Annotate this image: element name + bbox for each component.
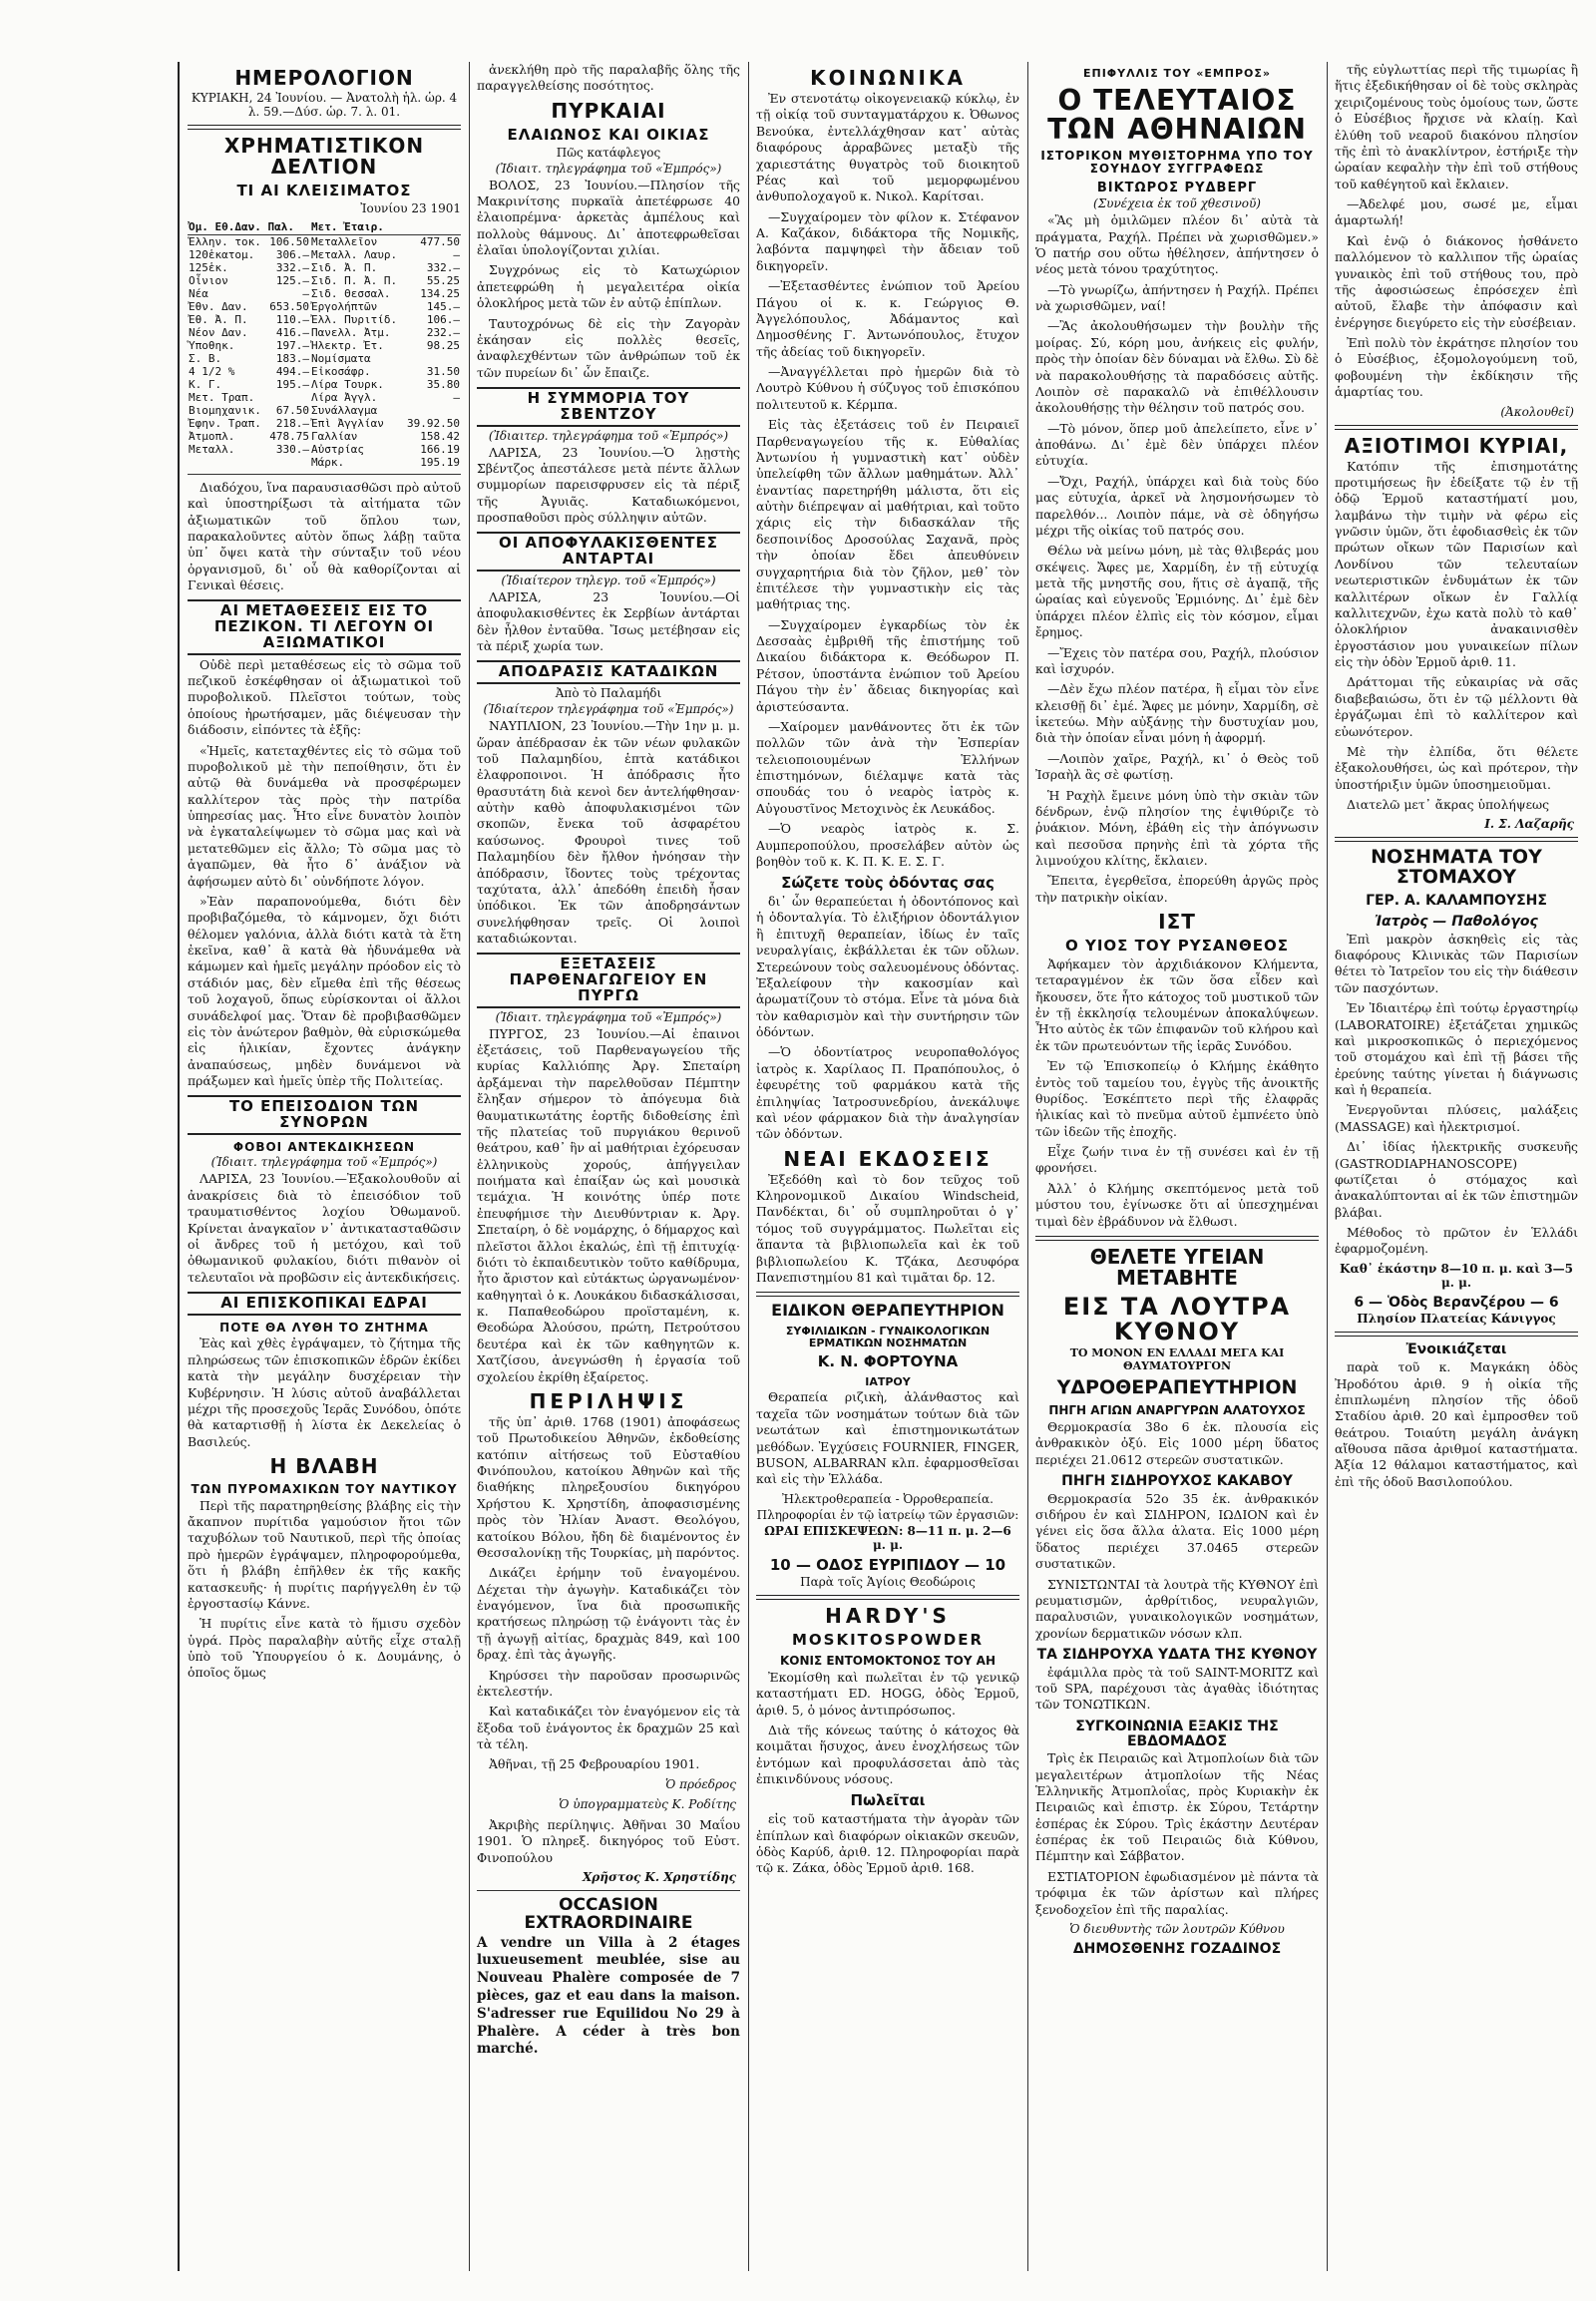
rate-label: Ἐργολήπτῶν	[311, 299, 378, 313]
serial-subtitle: ΙΣΤΟΡΙΚΟΝ ΜΥΘΙΣΤΟΡΗΜΑ ΥΠΟ ΤΟΥ ΣΟΥΗΔΟΥ ΣΥΓΓΡΑΦΕΩΣ	[1040, 149, 1314, 176]
rates-table	[188, 219, 461, 469]
article-text: ΛΑΡΙΣΑ, 23 Ἰουνίου.—Οἱ ἀποφυλακισθέντες ἐκ Σερβίων ἀντάρται δὲν ἦλθον ἐνταῦθα. Ἴσως μετέβησαν εἰς τὰ πέριξ χωρία των.	[477, 588, 740, 653]
article-text: Συγχρόνως εἰς τὸ Κατωχώριον ἀπετεφρώθη ἡ μεγαλειτέρα οἰκία ὁλοκλήρος μετὰ τῶν ἐν αὐτῷ ἐπίπλων.	[477, 262, 740, 311]
rate-value: 55.25	[426, 273, 460, 287]
notice-text: Ἀθῆναι, τῇ 25 Φεβρουαρίου 1901.	[489, 1756, 700, 1772]
article-text: Ταυτοχρόνως δὲ εἰς τὴν Ζαγορὰν ἐκάησαν εἰς πολλὲς θεσεῖς, ἀναφλεχθέντων τῶν ἀνθρώπων τοῦ ἐκ τῶν πυρείων δι᾽ ὧν ἔπαιζε.	[477, 315, 740, 380]
ad-text: Ἐν Ἰδιαιτέρῳ ἐπὶ τούτῳ ἐργαστηρίῳ (LABORATOIRE) ἐξετάζεται χημικῶς καὶ μικροσκοπικῶς ὁ περιεχόμενος τοῦ στομάχου καὶ ἐπὶ τῇ βάσει τῆς ἐρεύνης ταύτης γίνεται ἡ διάγνωσις καὶ ἡ θεραπεία.	[1335, 1000, 1578, 1097]
rate-value: 195.19	[420, 455, 460, 469]
dateline-note: (Ἰδιαιτ. τηλεγράφημα τοῦ «Ἐμπρός»)	[210, 1155, 438, 1170]
rate-label: Πανελλ. Ἀτμ.	[311, 325, 391, 339]
dateline-note: (Ἰδιαίτερον τηλεγράφημα τοῦ «Ἐμπρός»)	[483, 702, 734, 717]
ad-text: Πλησίον Πλατείας Κάνιγγος	[1357, 1312, 1556, 1327]
rates-row	[188, 456, 461, 469]
divider	[477, 1890, 740, 1891]
article-text: ΒΟΛΟΣ, 23 Ἰουνίου.—Πλησίον τῆς Μακρινίτσης πυρκαϊὰ ἀπετέφρωσε 40 ἐλαιοπρέμνα· ἀρκετὰς ἀμπέλους καὶ πολλοὺς θάμνους. Δι᾽ ἀποτεφρωθεῖσαι ἐλαῖαι ὑπολογίζονται χιλίαι.	[477, 177, 740, 257]
rate-value: 653.50	[269, 299, 310, 313]
serial-text: —Λοιπὸν χαῖρε, Ραχήλ, κι᾽ ὁ Θεὸς τοῦ Ἰσραὴλ ἂς σὲ φωτίσῃ.	[1035, 750, 1319, 783]
ad-signature: Ὁ διευθυντὴς τῶν λουτρῶν Κύθνου	[1069, 1921, 1285, 1936]
serial-text: —Ἔχεις τὸν πατέρα σου, Ραχήλ, πλούσιον καὶ ἰσχυρόν.	[1035, 644, 1319, 676]
ad-text: Δράττομαι τῆς εὐκαιρίας νὰ σᾶς διαβεβαιώσω, ὅτι ἐν τῷ μέλλοντι θὰ ἐργάζωμαι ἐπὶ τὸ καλλίτερον καὶ εὐωνότερον.	[1335, 674, 1578, 739]
ad-text: Μὲ τὴν ἐλπίδα, ὅτι θέλετε ἐξακολουθήσει, ὡς καὶ πρότερον, τὴν ὑποστήριξιν ὑμῶν ὑποσημειοῦμαι.	[1335, 743, 1578, 792]
rate-value: 166.19	[420, 442, 460, 456]
article-kicker: Πῶς κατάφλεγος	[556, 145, 661, 160]
article-text: »Ἐὰν παραπονούμεθα, διότι δὲν προβιβαζόμεθα, τὸ κάμνομεν, ὄχι διότι θέλομεν γαλόνια, ἀλλὰ διότι κατὰ τὰ ἔτη ἐκεῖνα, καθ᾽ ἃ κατὰ θὰ ἠδυνάμεθα νὰ κάμωμεν καὶ ἡμεῖς μεγάλην πρόοδον εἰς τὸ στάδιόν μας, δὲν εἴμεθα ἐπὶ τῆς θέσεως τοῦ λοχαγοῦ, ὅπως εὑρίσκονται οἱ ἄλλοι συνάδελφοί μας. Ὅταν δὲ προβιβασθῶμεν εἰς τὸν ἀνώτερον βαθμὸν, θὰ εὑρισκώμεθα εἰς ἡλικίαν, ἔχοντες ἀνάγκην ἀναπαύσεως, μηδὲν δυνάμενοι νὰ πράξωμεν καὶ ἡμεῖς ὑπὲρ τῆς Πολιτείας.	[188, 893, 461, 1088]
rates-row	[188, 261, 461, 274]
ad-address: 10 — ΟΔΟΣ ΕΥΡΙΠΙΔΟΥ — 10	[769, 1555, 1006, 1574]
rate-value: 35.80	[426, 377, 460, 391]
rate-label: Νομίσματα	[311, 351, 371, 365]
rate-value: 39.92.50	[407, 416, 460, 430]
serial-text: Θέλω νὰ μείνω μόνη, μὲ τὰς θλιβεράς μου σκέψεις. Ἄφες με, Χαρμίδη, ἐν τῇ εὐτυχίᾳ μετὰ τῆς μνηστῆς σου, ἥτις σὲ ἀγαπᾷ, τῆς ὡραίας καὶ εὐγενοῦς Ἑρμιόνης. Δι᾽ ἐμὲ δὲν ὑπάρχει πλέον ἐλπὶς εἰς τὸν κόσμον, εἶμαι ἔρημος.	[1035, 543, 1319, 640]
serial-text: Εἶχε ζωήν τινα ἐν τῇ συνέσει καὶ ἐν τῇ φρονήσει.	[1035, 1144, 1319, 1176]
serial-text: τῆς εὐγλωττίας περὶ τῆς τιμωρίας ἢ ἥτις ἐξεδικήθησαν οἱ δὲ τοὺς σκληρὰς χειριζομένους τοὺς ὁμοίους των, ὥστε ὁ Εὐσέβιος ἤρχισε νὰ κλαίῃ. Καὶ ἐλύθη τοῦ νεαροῦ διακόνου πλησίον τῆς ἐπὶ τὸ ἀνακλίντρον, ἐστήριξε τὴν ὡραίαν κεφαλὴν τὴν ἐπὶ τοῦ στήθους τοῦ καθέγητοῦ καὶ ἔκλαιεν.	[1335, 62, 1578, 192]
rate-value: 494.—	[275, 364, 310, 378]
rates-row	[188, 274, 461, 287]
serial-text: Καὶ ἐνῷ ὁ διάκονος ἠσθάνετο παλλόμενον τὸ καλλιπον τῆς ὡραίας γυναικὸς ἐπὶ τοῦ στήθους του, πρὸ τῆς ἀφοσιώσεως ἐπρόσεχεν ἐπὶ αὐτοῦ, ἔλαβε τὴν ἀπόφασιν καὶ ἐνέργησε διεγύρετο εἰς τὴν εὐσέβειαν.	[1335, 232, 1578, 330]
rate-value: 478.75	[269, 429, 310, 443]
rates-row	[188, 234, 461, 248]
article-text: ἀνεκλήθη πρὸ τῆς παραλαβῆς ὅλης τῆς παραγγελθείσης ποσότητος.	[477, 62, 740, 94]
ad-text: δι᾽ ὧν θεραπεύεται ἡ ὀδοντόπονος καὶ ἡ ὀδονταλγία. Τὸ ἐλιξήριον ὀδοντάλγιον ἢ ἐπιτυχῆ θεραπείαν, ἰδίως ἐν ταῖς νευραλγίαις, ἐκβάλλεται ἐκ τῶν οὔλων. Στερεώνουν τοὺς σαλευομένους ὀδόντας. Ἐξαλείφουν τὴν κακοσμίαν καὶ ἀρωματίζουν τὸ στόμα. Εἶνε τὰ μόνα διὰ τὸν καθαρισμὸν καὶ τὴν συντήρησιν τῶν ὀδόντων.	[756, 894, 1019, 1039]
ad-headline: OCCASION EXTRAORDINAIRE	[524, 1894, 693, 1933]
notice-text: Ἀκριβὴς περίληψις. Ἀθῆναι 30 Μαΐου 1901. Ὁ πληρεξ. δικηγόρος τοῦ Εὐστ. Φινοπούλου	[477, 1816, 740, 1865]
serial-text: —Δὲν ἔχω πλέον πατέρα, ἢ εἶμαι τὸν εἶνε κλεισθῇ δι᾽ ἐμέ. Ἄφες με μόνην, Χαρμίδη, σὲ ἱκετεύω. Μὴν αὐξάνῃς τὴν δυστυχίαν μου, διὰ τὴν ὁποίαν εἶναι μόνη ἡ ἀφορμή.	[1035, 681, 1319, 746]
serial-text: Ἔπειτα, ἐγερθεῖσα, ἐπορεύθη ἀργῶς πρὸς τὴν πατρικὴν οἰκίαν.	[1035, 873, 1319, 905]
ad-subheadline: ΠΗΓΗ ΣΙΔΗΡΟΥΧΟΣ ΚΑΚΑΒΟΥ	[1061, 1472, 1293, 1489]
article-subheadline: ΦΟΒΟΙ ΑΝΤΕΚΔΙΚΗΣΕΩΝ	[232, 1139, 416, 1154]
rate-label: Ὑποθηκ.	[189, 338, 235, 352]
ad-title-line: Ἰατρὸς — Παθολόγος	[1375, 913, 1538, 930]
rates-row	[188, 391, 461, 404]
rate-label: Γαλλίαν	[311, 429, 358, 443]
ad-text: ἐφάμιλλα πρὸς τὰ τοῦ SAINT-MORITZ καὶ τοῦ SPA, παρέχουσι τὰς ἀγαθὰς ἰδιότητας τῶν ΤΟΝΩΤΙΚΩΝ.	[1035, 1664, 1319, 1713]
rates-row	[188, 443, 461, 456]
notice-text: Καὶ καταδικάζει τὸν ἐναγόμενον εἰς τὰ ἔξοδα τοῦ ἐνάγοντος ἐκ δραχμῶν 25 καὶ τὰ τέλη.	[477, 1704, 740, 1751]
article-headline: Η ΒΛΑΒΗ	[269, 1454, 379, 1479]
rate-value: 332.—	[275, 260, 310, 274]
article-text: —Ὁ ὀδοντίατρος νευροπαθολόγος ἰατρὸς κ. Χαρίλαος Π. Πραπόπουλος, ὁ ἐφευρέτης τοῦ φαρμάκου κατὰ τῆς ἐπιληψίας Ἰατροσυνεδρίου, ἀνεκάλυψε καὶ νέον φάρμακον διὰ τὴν ἀναλγησίαν τῶν ὀδόντων.	[756, 1044, 1019, 1142]
serial-text: Ἀφήκαμεν τὸν ἀρχιδιάκονον Κλήμεντα, τεταραγμένον ἐκ τῶν ὅσα εἶδεν καὶ ἤκουσεν, ὅτε ἦτο κάτοχος τοῦ μυστικοῦ τῶν ἐν τῇ ἐκκλησίᾳ τελουμένων ἀποκαλύψεων. Ἦτο αὐτὸς ἐκ τῶν ἐπιφανῶν τοῦ κλήρου καὶ ἐκ τῶν πρωτευόντων τῆς ἱερᾶς Συνόδου.	[1035, 956, 1319, 1053]
ad-text: Θερμοκρασία 38ο 6 ἑκ. πλουσία εἰς ἀνθρακικὸν ὀξύ. Εἰς 1000 μέρη ὕδατος περιέχει 21.0612 στερεῶν συστατικῶν.	[1035, 1418, 1319, 1467]
article-text: Οὐδὲ περὶ μεταθέσεως εἰς τὸ σῶμα τοῦ πεζικοῦ ἐσκέφθησαν οἱ ἀξιωματικοὶ τοῦ πυροβολικοῦ. Πλεῖστοι τούτων, τοὺς ὁποίους ἠρωτήσαμεν, μᾶς διέψευσαν τὴν διάδοσιν, εἰπόντες τὰ ἑξῆς:	[188, 656, 461, 738]
divider	[1335, 425, 1578, 430]
column-1	[180, 62, 469, 2286]
article-headline: ΑΙ ΜΕΤΑΘΕΣΕΙΣ ΕΙΣ ΤΟ ΠΕΖΙΚΟΝ. ΤΙ ΛΕΓΟΥΝ ΟΙ ΑΞΙΩΜΑΤΙΚΟΙ	[188, 599, 461, 654]
rates-header-right: Μετ. Ἐταιρ.	[310, 219, 461, 235]
ad-text: Ἐνεργοῦνται πλύσεις, μαλάξεις (MASSAGE) καὶ ἠλεκτρισμοί.	[1335, 1102, 1578, 1134]
rate-label: Συνάλλαγμα	[311, 403, 378, 417]
column-3	[748, 62, 1027, 2286]
article-text: ΛΑΡΙΣΑ, 23 Ἰουνίου.—Ἐξακολουθοῦν αἱ ἀνακρίσεις διὰ τὸ ἐπεισόδιον τοῦ τραυματισθέντος λοχίου Ὀθωμανοῦ. Κρίνεται ἀναγκαῖον ν᾽ ἀντικατασταθῶσιν οἱ ἄνδρες τοῦ ἡ μετόχου, καὶ τοῦ ὀθωμανικοῦ φυλακίου, διότι πιθανὸν οἱ τελευταῖοι νὰ προβῶσιν εἰς ἀντεκδικήσεις.	[188, 1171, 461, 1285]
dateline-note: (Ἰδιαιτ. τηλεγράφημα τοῦ «Ἐμπρός»)	[495, 161, 722, 176]
article-text: Ἐν στενοτάτῳ οἰκογενειακῷ κύκλῳ, ἐν τῇ οἰκίᾳ τοῦ συνταγματάρχου κ. Ὀθωνος Βενούκα, ἐντελλάχθησαν κατ᾽ αὐτὰς διαφόρους ἀρραβῶνες μεταξὺ τῆς χαριεστάτης θυγατρὸς τοῦ διοικητοῦ Ρέας καὶ τοῦ μεμορφωμένου ἀνθυπολοχαγοῦ κ. Νικολ. Καρίτσαι.	[756, 91, 1019, 204]
serial-text: —Τὸ μόνον, ὅπερ μοῦ ἀπελείπετο, εἶνε ν᾽ ἀποθάνω. Δι᾽ ἐμὲ δὲν ὑπάρχει πλέον εὐτυχία.	[1035, 420, 1319, 469]
article-headline: Η ΣΥΜΜΟΡΙΑ ΤΟΥ ΣΒΕΝΤΖΟΥ	[477, 387, 740, 427]
rate-value: —	[453, 390, 460, 404]
ad-text: Ἐπὶ μακρὸν ἀσκηθεὶς εἰς τὰς διαφόρους Κλινικὰς τῶν Παρισίων θέτει τὸ Ἰατρεῖον του εἰς τὴν διάθεσιν τῶν πασχόντων.	[1335, 931, 1578, 995]
article-text: —Ἀναγγέλλεται πρὸ ἡμερῶν διὰ τὸ Λουτρὸ Κύθνου ἡ σύζυγος τοῦ ἐπισκόπου πολιτευτοῦ κ. Κέρμπα.	[756, 364, 1019, 412]
rate-label: Ἐθν. Δαν.	[189, 299, 248, 313]
article-headline: ΠΥΡΚΑΙΑΙ	[551, 98, 666, 123]
finance-title: ΧΡΗΜΑΤΙΣΤΙΚΟΝ ΔΕΛΤΙΟΝ	[223, 134, 425, 179]
ad-text: Θερμοκρασία 52ο 35 ἑκ. ἀνθρακικόν σιδήρου ἐν καὶ ΣΙΔΗΡΟΝ, ΙΩΔΙΟΝ καὶ ἐν γένει εἰς ὅσα ἄλλα ἀλατα. Εἰς 1000 μέρη ὕδατος περιέχει 37.0465 στερεῶν συστατικῶν.	[1035, 1490, 1319, 1572]
rate-value: 125.—	[275, 273, 310, 287]
rate-label: Εἰκοσάφρ.	[311, 364, 371, 378]
serial-author: ΒΙΚΤΩΡΟΣ ΡΥΔΒΕΡΓ	[1096, 180, 1258, 195]
rate-label: Νέον Δαν.	[189, 325, 248, 339]
dateline-note: (Ἰδιαιτ. τηλεγράφημα τοῦ «Ἐμπρός»)	[495, 1009, 722, 1024]
article-text: ΝΑΥΠΛΙΟΝ, 23 Ἰουνίου.—Τὴν 1ην μ. μ. ὥραν ἀπέδρασαν ἐκ τῶν νέων φυλακῶν τοῦ Παλαμηδίου, ἑπτὰ κατάδικοι ἐλαφροποινοι. Ἡ ἀπόδρασις ἦτο θρασυτάτη διὰ κενοὶ δεν ἀντελήφθησαν· αὐτὴν καθὸ ἀποφυλακισμένοι τῶν σκοπῶν, ἔνεκα τοῦ ἀσφαρέτου καύσωνος. Φρουροὶ τινες τοῦ Παλαμηδίου δὲν ἤλθον ἠνόησαν τὴν ἀπόδρασιν, ἴδοντες τοὺς τρέχοντας ταχύτατα, ἀλλ᾽ ἀπεδόθη ἐπειδὴ ἦσαν ὑπόδικοι. Ἐκ τῶν ἀποδρησάντων συνελήφθησαν τρεῖς. Οἱ λοιποὶ καταδιώκονται.	[477, 718, 740, 946]
article-headline: ΕΞΕΤΑΣΕΙΣ ΠΑΡΘΕΝΑΓΩΓΕΙΟΥ ΕΝ ΠΥΡΓΩ	[477, 953, 740, 1007]
article-text: ΛΑΡΙΣΑ, 23 Ἰουνίου.—Ὁ λῃστὴς Σβέντζος ἀπεστάλεσε μετὰ πέντε ἄλλων συμμορίων παρεισφρυσεν εἰς τὰ πέριξ τῆς Ἀγυιᾶς. Καταδιωκόμενοι, προσπαθοῦσι πρὸς σύλληψιν αὐτῶν.	[477, 444, 740, 525]
ad-text: Διὰ τῆς κόνεως ταύτης ὁ κάτοχος θὰ κοιμᾶται ἥσυχος, ἀνευ ἐνοχλήσεως τῶν ἐντόμων καὶ προφυλάσσεται ἀπὸ τὰς ἐπικινδύνους νόσους.	[756, 1722, 1019, 1787]
rate-label: Σ. Β.	[189, 351, 222, 365]
ad-text: Κατόπιν τῆς ἐπισημοτάτης προτιμήσεως ἣν ἐδείξατε τῷ ἐν τῇ ὁδῷ Ἑρμοῦ καταστήματί μου, λαμβάνω τὴν τιμὴν νὰ φέρω εἰς γνῶσιν ὑμῶν, ὅτι ἐφοδιασθεὶς ἐκ τῶν πρώτων οἴκων τῶν Παρισίων καὶ Λονδίνου τῶν τελευταίων νεωτεριστικῶν ἐνδυμάτων ἐκ τῶν καλλιτέρων οἴκων ἐν Γαλλίᾳ καλλιτεχνῶν, ἐχω κατὰ πολὺ τὸ καθ᾽ ὁλοκλήριον ἀνακαινισθὲν ἐργοστάσιον μου γυναικείων πίλων εἰς τὴν ὁδὸν Ἑρμοῦ ἀριθ. 11.	[1335, 458, 1578, 669]
ad-headline: HARDY'S	[825, 1604, 951, 1629]
ad-text: Διατελῶ μετ᾽ ἄκρας ὑπολήψεως	[1347, 797, 1550, 812]
rates-row	[188, 248, 461, 261]
rate-value: 134.25	[420, 286, 460, 300]
rate-label: Νέα	[189, 286, 208, 300]
rate-value: 218.—	[275, 416, 310, 430]
ad-signature: Ι. Σ. Λαζαρῆς	[1484, 817, 1574, 832]
rate-label: 120ἑκατομ.	[189, 247, 255, 261]
rate-label: Μεταλλ.	[189, 442, 235, 456]
ad-subheadline: ΣΥΦΙΛΙΔΙΚΩΝ - ΓΥΝΑΙΚΟΛΟΓΙΚΩΝ ΕΡΜΑΤΙΚΩΝ ΝΟΣΗΜΑΤΩΝ	[785, 1325, 991, 1349]
rates-row	[188, 326, 461, 339]
rate-label	[188, 456, 266, 469]
ad-text: Μέθοδος τὸ πρῶτον ἐν Ἑλλάδι ἐφαρμοζομένη.	[1335, 1225, 1578, 1257]
serial-continued: (Ἀκολουθεῖ)	[1500, 404, 1574, 419]
article-headline: ΤΟ ΕΠΕΙΣΟΔΙΟΝ ΤΩΝ ΣΥΝΟΡΩΝ	[188, 1095, 461, 1135]
article-subheadline: ΤΩΝ ΠΥΡΟΜΑΧΙΚΩΝ ΤΟΥ ΝΑΥΤΙΚΟΥ	[191, 1482, 458, 1497]
article-text: —Χαίρομεν μανθάνοντες ὅτι ἐκ τῶν πολλῶν τῶν ἀνὰ τὴν Ἑσπερίαν τελειοποιουμένων Ἑλλήνων ἐπιστημόνων, διέλαμψε κατὰ τὰς σπουδάς του ὁ νεαρὸς ἰατρὸς κ. Αὐγουστῖνος Μετοχινὸς ἐκ Λευκάδος.	[756, 718, 1019, 816]
ad-name: ΓΕΡ. Α. ΚΑΛΑΜΠΟΥΣΗΣ	[1366, 893, 1547, 910]
article-text: Ἐὰς καὶ χθὲς ἐγράψαμεν, τὸ ζήτημα τῆς πληρώσεως τῶν ἐπισκοπικῶν ἑδρῶν ἐκίδει κατὰ τὴν μεγάλην δυσχέρειαν τὴν Κυβέρνησιν. Ἡ λύσις αὐτοῦ ἀναβάλλεται μέχρι τῆς προσεχοῦς Ἱερᾶς Συνόδου, ὁπότε θὰ καταρτισθῇ ἡ λίστα ἐκ Δεκελείας ὁ Βασιλεύς.	[188, 1336, 461, 1449]
divider	[756, 1292, 1019, 1297]
chapter-number: ΙΣΤ	[1158, 910, 1196, 935]
column-5	[1327, 62, 1586, 2286]
serial-continuation: (Συνέχεια ἐκ τοῦ χθεσινοῦ)	[1093, 196, 1261, 211]
rate-label: Μετ. Τραπ.	[189, 390, 255, 404]
notice-text: τῆς ὑπ᾽ ἀριθ. 1768 (1901) ἀποφάσεως τοῦ Πρωτοδικείου Ἀθηνῶν, ἐκδοθείσης κατόπιν αἰτήσεως τοῦ Εὐσταθίου Φινόπουλου, κατοίκου Ἀθηνῶν καὶ τῆς διαθήκης πληρεξουσίου δικηγόρου Χρήστου Κ. Χρηστίδη, ἀποφασισμένης πρὸς τὸν Ἠλίαν Ἀναστ. Θεολόγου, κατοίκου Βόλου, ἤδη δὲ διαμένοντος ἐν Θεσσαλονίκῃ τῆς Τουρκίας, μὴ παρόντος.	[477, 1413, 740, 1560]
rate-value: 477.50	[420, 234, 460, 248]
rate-label: 4 1/2 %	[189, 364, 235, 378]
serial-text: Ἐπὶ πολὺ τὸν ἐκράτησε πλησίον του ὁ Εὐσέβιος, ἐξομολογούμενη τοῦ, φοβουμένη τὴν ἐκδίκησιν τῆς ἁμαρτίας του.	[1335, 335, 1578, 400]
ad-headline: Σώζετε τοὺς ὀδόντας σας	[781, 874, 995, 893]
divider	[1335, 837, 1578, 842]
ad-text: Πληροφορίαι ἐν τῷ ἰατρείῳ τῶν ἐργασιῶν:	[756, 1507, 1019, 1522]
article-text: —Ὁ νεαρὸς ἰατρὸς κ. Σ. Αυμπεροπούλου, προσελάβεν αὐτὸν ὡς βοηθὸν τοῦ κ. Κ. Π. Κ. Ε. Σ. Γ.	[756, 821, 1019, 869]
finance-date: Ἰουνίου 23 1901	[360, 200, 461, 215]
ad-text: Τρὶς ἐκ Πειραιῶς καὶ Ἀτμοπλοίων διὰ τῶν μεγαλειτέρων ἀτμοπλοίων τῆς Νέας Ἑλληνικῆς Ἀτμοπλοΐας, πρὸς Κυριακὴν ἐκ Πειραιῶς καὶ ἐπιστρ. ἐκ Σύρου, Τετάρτην ἑσπέρας ἐκ Σύρου. Τρὶς ἑκάστην Δευτέραν ἑσπέρας ἐκ τοῦ Πειραιῶς διὰ Κύθνου, Πέμπτην καὶ Σάββατον.	[1035, 1750, 1319, 1864]
rate-value: 98.25	[426, 338, 460, 352]
rates-row	[188, 365, 461, 378]
section-headline: ΚΟΙΝΩΝΙΚΑ	[810, 66, 966, 90]
rate-label: Σιδ. Θεσσαλ.	[311, 286, 391, 300]
ad-headline: ΥΔΡΟΘΕΡΑΠΕΥΤΗΡΙΟΝ	[1056, 1376, 1298, 1399]
rate-value: 145.—	[426, 299, 460, 313]
rate-value: 197.—	[275, 338, 310, 352]
rate-value: 106.—	[426, 312, 460, 326]
rate-value: 158.42	[420, 429, 460, 443]
ad-text: ΣΥΝΙΣΤΩΝΤΑΙ τὰ λουτρὰ τῆς ΚΥΘΝΟΥ ἐπὶ ρευματισμῶν, ἀρθρίτιδος, νευραλγιῶν, παραλυσιῶν, γυναικολογικῶν νοσημάτων, χρονίων δερματικῶν νόσων κλπ.	[1035, 1576, 1319, 1641]
ad-text: Ἐκομίσθη καὶ πωλεῖται ἐν τῷ γενικῷ καταστήματι ED. HOGG, ὁδὸς Ἑρμοῦ, ἀριθ. 5, ὁ μόνος ἀντιπρόσωπος.	[756, 1669, 1019, 1718]
ad-signature-name: ΔΗΜΟΣΘΕΝΗΣ ΓΟΖΑΔΙΝΟΣ	[1072, 1940, 1282, 1957]
divider	[1035, 1236, 1319, 1241]
notice-text: Κηρύσσει τὴν παροῦσαν προσωρινῶς ἐκτελεστήν.	[477, 1667, 740, 1699]
serial-text: Ἡ Ραχὴλ ἔμεινε μόνη ὑπὸ τὴν σκιὰν τῶν δένδρων, ἐνῷ πλησίον της ἐψιθύριζε τὸ ῥυάκιον. Μόνη, ἐβάθη εἰς τὴν ἀπόγνωσιν καὶ πεσοῦσα πρηνὴς ἐπὶ τὰ χόρτα τῆς λιμνούχου κλίτης, ἔκλαιεν.	[1035, 787, 1319, 869]
serial-text: —Ἀδελφέ μου, σωσέ με, εἶμαι ἁμαρτωλή!	[1335, 196, 1578, 228]
rate-label: Μεταλλεῖον	[311, 234, 378, 248]
rate-value: 110.—	[275, 312, 310, 326]
serial-title: Ο ΤΕΛΕΥΤΑΙΟΣ ΤΩΝ ΑΘΗΝΑΙΩΝ	[1047, 83, 1307, 146]
ad-text: Θεραπεία ριζικὴ, ἀλάνθαστος καὶ ταχεῖα τῶν νοσημάτων τούτων διὰ τῶν νεωτάτων καὶ ἐπιστημονικωτάτων μεθόδων. Ἐγχύσεις FOURNIER, FINGER, BUSON, ALBARRAN κλπ. ἐφαρμοσθεῖσαι καὶ εἰς τὴν Ἑλλάδα.	[756, 1389, 1019, 1487]
article-text: «Ἡμεῖς, κατεταχθέντες εἰς τὸ σῶμα τοῦ πυροβολικοῦ μὲ τὴν πεποίθησιν, ὅτι ἐν αὐτῷ θὰ δυνάμεθα νὰ προσφέρωμεν καλλίτερον τὰς πρὸς τὴν πατρίδα ὑπηρεσίας μας. Ἦτο εἶνε δυνατὸν λοιπὸν νὰ ἐγκαταλείψωμεν τὸ σῶμα μας καὶ νὰ μετατεθῶμεν εἰς ἄλλο; Τὸ σῶμα μας τὸ ἀγαπῶμεν, θὰ ἦτο δ᾽ ἀνάξιον νὰ ἀφήσωμεν αὐτὸ δι᾽ οὐνδήποτε λόγον.	[188, 742, 461, 889]
article-text: Περὶ τῆς παρατηρηθείσης βλάβης εἰς τὴν ἄκαπνον πυρίτιδα γαμούσιον ἤτοι τῶν ταχυβόλων τοῦ Ναυτικοῦ, περὶ τῆς ὁποίας πρὸ ἡμερῶν ἐγράψαμεν, πληροφορούμεθα, ὅτι ἡ βλάβη ἐπῆλθεν ἐκ τῆς κακῆς κατασκευῆς· ἡ πυρίτις παρήγγελθη ἐν τῷ ἐργοστασίῳ Κάννε.	[188, 1497, 461, 1611]
rate-value: 195.—	[275, 377, 310, 391]
ad-text: παρὰ τοῦ κ. Μαγκάκη ὁδὸς Ἠροδότου ἀριθ. 9 ἡ οἰκία τῆς ἐπιπλωμένη πλησίον τῆς ὁδοῦ Σταδίου ἀριθ. 20 καὶ ἐμπροσθεν τοῦ θεάτρου. Τοιαύτη μεγάλη ἀνάγκη αἴθουσα πᾶσα ἀριθμοί καταστήματα. Ἀξία 12 θάλαμοι καταστήματος, καὶ ἐπὶ τῆς ὁδοῦ Βασιλοπούλου.	[1335, 1359, 1578, 1489]
rates-row	[188, 313, 461, 326]
article-subheadline: ΠΟΤΕ ΘΑ ΛΥΘΗ ΤΟ ΖΗΤΗΜΑ	[219, 1320, 429, 1335]
ad-headline: Πωλεῖται	[850, 1791, 926, 1810]
ad-headline: ΕΙΣ ΤΑ ΛΟΥΤΡΑ ΚΥΘΝΟΥ	[1062, 1292, 1292, 1346]
rates-row	[188, 404, 461, 417]
article-kicker: Ἀπὸ τὸ Παλαμήδι	[555, 686, 662, 701]
article-headline: ΟΙ ΑΠΟΦΥΛΑΚΙΣΘΕΝΤΕΣ ΑΝΤΑΡΤΑΙ	[477, 532, 740, 572]
ad-subheadline: ΠΗΓΗ ΑΓΙΩΝ ΑΝΑΡΓΥΡΩΝ ΑΛΑΤΟΥΧΟΣ	[1048, 1403, 1306, 1418]
divider	[188, 474, 461, 475]
ad-text: εἰς τοῦ καταστήματα τὴν ἀγορὰν τῶν ἐπίπλων καὶ διαφόρων οἰκιακῶν σκευῶν, ὁδὸς Καρύδ, ἀριθ. 12. Πληροφορίαι παρὰ τῷ κ. Ζάκα, ὁδὸς Ἑρμοῦ ἀριθ. 168.	[756, 1811, 1019, 1876]
rates-row	[188, 339, 461, 352]
rate-label: Ἀτμοπλ.	[189, 429, 235, 443]
rates-row	[188, 417, 461, 430]
ad-headline: Ἐνοικιάζεται	[1405, 1342, 1507, 1358]
rate-label: Σιδ. Ἀ. Π.	[311, 260, 378, 274]
ad-headline: ΕΙΔΙΚΟΝ ΘΕΡΑΠΕΥΤΗΡΙΟΝ	[771, 1301, 1004, 1321]
dateline-note: (Ἰδιαίτερον τηλεγρ. τοῦ «Ἐμπρός»)	[501, 573, 716, 587]
article-text: Ἐξεδόθη καὶ τὸ δον τεῦχος τοῦ Κληρονομικοῦ Δικαίου Windscheid, Πανδέκται, δι᾽ οὗ συμπληροῦται ὁ γ᾽ τόμος τοῦ συγγράμματος. Πωλεῖται εἰς ἅπαντα τὰ βιβλιοπωλεῖα καὶ ἐκ τοῦ βιβλιοπωλείου Κ. Τζάκα, Δεσυφόρα Πανεπιστημίου 81 καὶ τιμᾶται δρ. 12.	[756, 1171, 1019, 1285]
rate-value: 106.50	[269, 234, 310, 248]
article-text: Διαδόχου, ἵνα παραυσιασθῶσι πρὸ αὐτοῦ καὶ ὑποστηρίξωσι τὰ αἰτήματα τῶν ἀξιωματικῶν τοῦ ὅπλου των, παρακαλοῦντες αὐτὸν ὅπως λάβῃ ταῦτα ὑπ᾽ ὄψει κατὰ τὴν σύνταξιν τοῦ νέου ὀργανισμοῦ, δι᾽ οὗ θὰ καθορίζονται αἱ Γενικαὶ θέσεις.	[188, 479, 461, 592]
ad-title-line: ΙΑΤΡΟΥ	[865, 1374, 911, 1388]
ad-text: Δι᾽ ἰδίας ἠλεκτρικῆς συσκευῆς (GASTRODIAPHANOSCOPE) φωτίζεται ὁ στόμαχος καὶ ἀνακαλύπτονται αἱ ἐκ τῶν ἐπιστημῶν βλάβαι.	[1335, 1139, 1578, 1220]
rate-value: 31.50	[426, 364, 460, 378]
divider	[756, 1595, 1019, 1600]
rate-label: Λίρα Ἀγγλ.	[311, 390, 378, 404]
article-text: ΠΥΡΓΟΣ, 23 Ἰουνίου.—Αἱ ἐπαινοι ἐξετάσεις, τοῦ Παρθεναγωγείου τῆς κυρίας Καλλιόπης Ἀργ. Σπεταίρη ἀρξάμεναι τὴν παρελθοῦσαν Πέμπτην ἔληξαν σήμερον τὸ ἀπόγευμα διὰ θαυματικωτάτης ἑορτῆς διδοθείσης ἐπὶ τῆς πλατείας τοῦ πυργιάκου θερινοῦ θεάτρου, καθ᾽ ἣν αἱ μαθήτριαι ἐχόρευσαν ἑλληνικοὺς χορούς, ἀπήγγειλαν ποιήματα καὶ ἐπαίξαν ὡς καὶ μουσικὰ τεμάχια. Ἡ κοινότης ὑπέρ ποτε ἐπευφήμισε τὴν Διευθύντριαν κ. Ἀργ. Σπεταίρη, ὁ δὲ νομάρχης, ὁ δήμαρχος καὶ πλεῖστοι ἄλλοι ἐκαλώς, ἐπὶ τῇ ἐπιτυχίᾳ· διότι τὸ ἐκπαιδευτικὸν τοῦτο καθίδρυμα, ἦτο ἄριστον καὶ εὐτάκτως ὠργανωμένον· καθηγηταὶ ὁ κ. Λουκάκου διδασκάλισσαι, κ. Παπαθεοδώρου προϊσταμένη, κ. Θεοδώρα Ἀλούσου, πρώτη, Πετρούτσου δευτέρα καὶ ἐκ τῶν καθηγητῶν κ. Χατζίσου, ἀνεγνώσθη ἡ ἐργασία τοῦ σχολείου ἐκρίθη ἐξαίρετος.	[477, 1025, 740, 1384]
rate-value: —	[302, 286, 310, 300]
rate-label: Βιομηχανικ.	[189, 403, 261, 417]
rate-label: Ἑλλην. τοκ.	[189, 234, 261, 248]
notice-signature: Ὁ ὑπογραμματεὺς Κ. Ροδίτης	[559, 1796, 736, 1811]
section-headline: ΝΕΑΙ ΕΚΔΟΣΕΙΣ	[783, 1146, 993, 1171]
article-headline: ΑΠΟΔΡΑΣΙΣ ΚΑΤΑΔΙΚΩΝ	[477, 660, 740, 684]
rates-row	[188, 300, 461, 313]
serial-text: —Τὸ γνωρίζω, ἀπήντησεν ἡ Ραχήλ. Πρέπει νὰ χωρισθῶμεν, ναί!	[1035, 281, 1319, 314]
rate-value: 67.50	[275, 403, 310, 417]
ad-text: Ἠλεκτροθεραπεία - Ὀρροθεραπεία.	[782, 1491, 994, 1506]
rate-label: Λίρα Τουρκ.	[311, 377, 384, 391]
rate-value: 183.—	[275, 351, 310, 365]
ad-subheadline: ΤΑ ΣΙΔΗΡΟΥΧΑ ΥΔΑΤΑ ΤΗΣ ΚΥΘΝΟΥ	[1036, 1647, 1318, 1663]
rates-row	[188, 352, 461, 365]
article-headline: ΑΙ ΕΠΙΣΚΟΠΙΚΑΙ ΕΔΡΑΙ	[188, 1292, 461, 1316]
serial-text: «Ἂς μὴ ὁμιλῶμεν πλέον δι᾽ αὐτὰ τὰ πράγματα, Ραχήλ. Πρέπει νὰ χωρισθῶμεν.» Ὁ πατήρ σου οὕτω ἠθέλησεν, ἀπήντησεν ὁ νέος μετὰ τόνου τραχύτητος.	[1035, 212, 1319, 277]
article-text: —Ἐξετασθέντες ἐνώπιον τοῦ Ἀρείου Πάγου οἱ κ. κ. Γεώργιος Θ. Ἀγγελόπουλος, Ἀδάμαντος καὶ Δημοσθένης Γ. Ἀντωνόπουλος, ἔτυχον τῆς ἀδείας τοῦ δικηγορεῖν.	[756, 278, 1019, 359]
ad-subheadline: ΣΥΓΚΟΙΝΩΝΙΑ ΕΞΑΚΙΣ ΤΗΣ ΕΒΔΟΜΑΔΟΣ	[1075, 1718, 1279, 1749]
divider	[188, 125, 461, 130]
rates-row	[188, 287, 461, 300]
article-text: Εἰς τὰς ἐξετάσεις τοῦ ἐν Πειραιεῖ Παρθεναγωγείου τῆς κ. Εὐθαλίας Ἀντωνίου ἡ γυμναστικὴ κατ᾽ οὐδὲν ὑπελείφθη τῶν ἄλλων μαθημάτων. Ἀλλ᾽ ἐναντίας παρετηρήθη μάλιστα, ὅτι εἰς αὐτὴν διέπρεψαν αἱ μαθήτριαι, καὶ τοῦτο χάρις εἰς τὴν διδασκάλαν τῆς δεσποινίδος Δροσούλας Σαχανᾶ, πρὸς τὴν ὁποίαν ἔδει ἀπευθύνειν συγχαρητήρια διὰ τὸν ζῆλον, μεθ᾽ τὸν ἐπιτέλεσε τὴν γυμναστικὴν εἰς τὰς μαθήτριας της.	[756, 417, 1019, 612]
ad-text: Παρὰ τοῖς Ἁγίοις Θεοδώροις	[800, 1575, 976, 1590]
divider	[1335, 1332, 1578, 1337]
rate-value: 330.—	[275, 442, 310, 456]
masthead-dateline: ΚΥΡΙΑΚΗ, 24 Ἰουνίου. — Ἀνατολὴ ἡλ. ὡρ. 4 λ. 59.—Δύσ. ὡρ. 7. λ. 01.	[191, 91, 458, 119]
rate-value	[403, 352, 461, 365]
rate-label: Ἐφην. Τραπ.	[189, 416, 261, 430]
rate-label: Σιδ. Π. Ἀ. Π.	[311, 273, 398, 287]
rate-label: Ἐλλ. Πυριτίδ.	[311, 312, 398, 326]
ad-subheadline: ΚΟΝΙΣ ΕΝΤΟΜΟΚΤΟΝΟΣ ΤΟΥ ΑΗ	[779, 1654, 997, 1669]
serial-text: Ἐν τῷ Ἐπισκοπείῳ ὁ Κλήμης ἐκάθητο ἐντὸς τοῦ ταμείου του, ἐγγὺς τῆς ἀνοικτῆς θυρίδος. Ἐσκέπτετο περὶ τῆς ἐλαφρᾶς ἡλικίας καὶ τὸ πνεῦμα αὐτοῦ ἐμπνέετο ὑπὸ τῶν ἰδεῶν τῆς ἐποχῆς.	[1035, 1058, 1319, 1139]
rate-value: 232.—	[426, 325, 460, 339]
masthead-title: ΗΜΕΡΟΛΟΓΙΟΝ	[234, 66, 414, 90]
ad-subheadline: MOSKITOSPOWDER	[791, 1631, 984, 1650]
rate-value: —	[453, 247, 460, 261]
article-text: —Συγχαίρομεν ἐγκαρδίως τὸν ἐκ Δεσσαὰς ἐμβριθῆ τῆς ἐπιστήμης τοῦ Δικαίου διδάκτορα κ. Θεόδωρον Π. Ρέτσον, ὑποστάντα ἐνώπιον τοῦ Ἀρείου Πάγου τὴν ἐν᾽ ἄδειας δικηγορίας καὶ ἀριστεύσαντα.	[756, 616, 1019, 714]
article-subheadline: ΕΛΑΙΩΝΟΣ ΚΑΙ ΟΙΚΙΑΣ	[507, 125, 710, 144]
chapter-title: Ο ΥΙΟΣ ΤΟΥ ΡΥΣΑΝΘΕΟΣ	[1065, 937, 1289, 956]
ad-text: ΕΣΤΙΑΤΟΡΙΟΝ ἐφωδιασμένον μὲ πάντα τὰ τρόφιμα ἐκ τῶν ἀρίστων καὶ πλήρες ξενοδοχεῖον ἐπὶ τῆς παραλίας.	[1035, 1868, 1319, 1917]
notice-signature: Χρῆστος Κ. Χρηστίδης	[583, 1869, 736, 1884]
rate-label: Αὐστρίας	[311, 442, 365, 456]
notice-signature: Ὁ πρόεδρος	[665, 1776, 736, 1791]
rate-value	[403, 404, 461, 417]
rate-label: Κ. Γ.	[189, 377, 222, 391]
rate-value	[266, 456, 310, 469]
rates-row	[188, 378, 461, 391]
ad-headline: ΝΟΣΗΜΑΤΑ ΤΟΥ ΣΤΟΜΑΧΟΥ	[1371, 846, 1542, 889]
rate-label: 125ἑκ.	[189, 260, 228, 274]
rate-value: 332.—	[426, 260, 460, 274]
ad-address: 6 — Ὁδὸς Βερανζέρου — 6	[1354, 1294, 1559, 1311]
finance-subtitle: ΤΙ ΑΙ ΚΛΕΙΣΙΜΑΤΟΣ	[236, 182, 412, 199]
serial-text: Ἀλλ᾽ ὁ Κλήμης σκεπτόμενος μετὰ τοῦ μύστου του, ἐγίνωσκε ὅτι αἱ ὑπεσχημέναι τιμαὶ δὲν ἐβράδυνον νὰ ἔλθωσι.	[1035, 1180, 1319, 1229]
rate-label: Ἠλεκτρ. Ἐτ.	[311, 338, 384, 352]
ad-hours: ΩΡΑΙ ΕΠΙΣΚΕΨΕΩΝ: 8—11 π. μ. 2—6 μ. μ.	[764, 1523, 1011, 1552]
rates-header-left: Ὀμ. Εθ.Δαν. Παλ.	[188, 219, 310, 235]
rate-label: Ἐθ. Ἀ. Π.	[189, 312, 248, 326]
article-text: —Συγχαίρομεν τὸν φίλον κ. Στέφανον Α. Καζάκον, διδάκτορα τῆς Νομικῆς, λαβόντα παμψηφεὶ τὴν ἄδειαν τοῦ δικηγορεῖν.	[756, 208, 1019, 273]
ad-text: A vendre un Villa à 2 étages luxueusement meublée, sise au Nouveau Phalère composée de 7 pièces, gaz et eau dans la maison. S'adresser rue Equilidou No 29 à Phalère. A céder à très bon marché.	[477, 1934, 740, 2058]
rate-value: 306.—	[275, 247, 310, 261]
rate-label: Οἶνιον	[189, 273, 228, 287]
rate-value: 416.—	[275, 325, 310, 339]
notice-headline: ΠΕΡΙΛΗΨΙΣ	[529, 1388, 688, 1413]
serial-text: —Ἂς ἀκολουθήσωμεν τὴν βουλὴν τῆς μοίρας. Σύ, κόρη μου, ἀνήκεις εἰς φυλήν, πρὸς τὴν ὁποίαν δὲν δύναμαι νὰ ἔλθω. Σὺ δὲ νὰ παρακολουθήσῃς τὰ παραδόσεις αὐτῆς. Λοιπὸν σὲ παρακαλῶ νὰ ἐπιθέλλουσιν ἀκολουθήσῃς τὴν θέλησιν τοῦ πατρός σου.	[1035, 318, 1319, 416]
notice-text: Δικάζει ἐρήμην τοῦ ἐναγομένου. Δέχεται τὴν ἀγωγὴν. Καταδικάζει τὸν ἐναγόμενον, ἵνα διὰ προσωπικῆς κρατήσεως πληρώσῃ τῷ ἐνάγοντι τὰς ἐν τῇ ἀγωγῇ αἰτίας, δραχμὰς 849, καὶ 100 δραχ. ἐπὶ τὰς ἀγωγῆς.	[477, 1565, 740, 1663]
rate-value	[266, 391, 310, 404]
column-2	[469, 62, 748, 2286]
ad-name: Κ. Ν. ΦΟΡΤΟΥΝΑ	[817, 1352, 959, 1371]
ad-hours: Καθ᾽ ἑκάστην 8—10 π. μ. καὶ 3—5 μ. μ.	[1340, 1261, 1573, 1290]
serial-text: —Ὄχι, Ραχήλ, ὑπάρχει καὶ διὰ τοὺς δύο μας εὐτυχία, ἀρκεῖ νὰ λησμονήσωμεν τὸ παρελθόν... Λοιπὸν πάμε, νὰ σὲ ὁδηγήσω μέχρι τῆς οἰκίας τοῦ πατρός σου.	[1035, 473, 1319, 538]
rate-label: Μάρκ.	[311, 455, 345, 469]
ad-headline: ΑΞΙΟΤΙΜΟΙ ΚΥΡΙΑΙ,	[1344, 433, 1569, 458]
column-4	[1027, 62, 1327, 2286]
ad-headline: ΘΕΛΕΤΕ ΥΓΕΙΑΝ ΜΕΤΑΒΗΤΕ	[1089, 1244, 1265, 1290]
serial-kicker: ΕΠΙΦΥΛΛΙΣ ΤΟΥ «ΕΜΠΡΟΣ»	[1082, 67, 1272, 80]
dateline-note: (Ἰδιαιτερ. τηλεγράφημα τοῦ «Ἐμπρός»)	[488, 428, 729, 443]
rate-label: Μεταλλ. Λαυρ.	[311, 247, 398, 261]
rate-label: Ἐπὶ Ἀγγλίαν	[311, 416, 384, 430]
ad-subheadline: ΤΟ ΜΟΝΟΝ ΕΝ ΕΛΛΑΔΙ ΜΕΓΑ ΚΑΙ ΘΑΥΜΑΤΟΥΡΓΟΝ	[1069, 1346, 1285, 1373]
rates-row	[188, 430, 461, 443]
article-text: Ἡ πυρίτις εἶνε κατὰ τὸ ἥμισυ σχεδὸν ὑγρά. Πρὸς παραλαβὴν αὐτῆς εἶχε σταλῇ ὑπὸ τοῦ Ὑπουργείου ὁ κ. Δουμάνης, ὁ ὁποῖος ὅμως	[188, 1616, 461, 1681]
